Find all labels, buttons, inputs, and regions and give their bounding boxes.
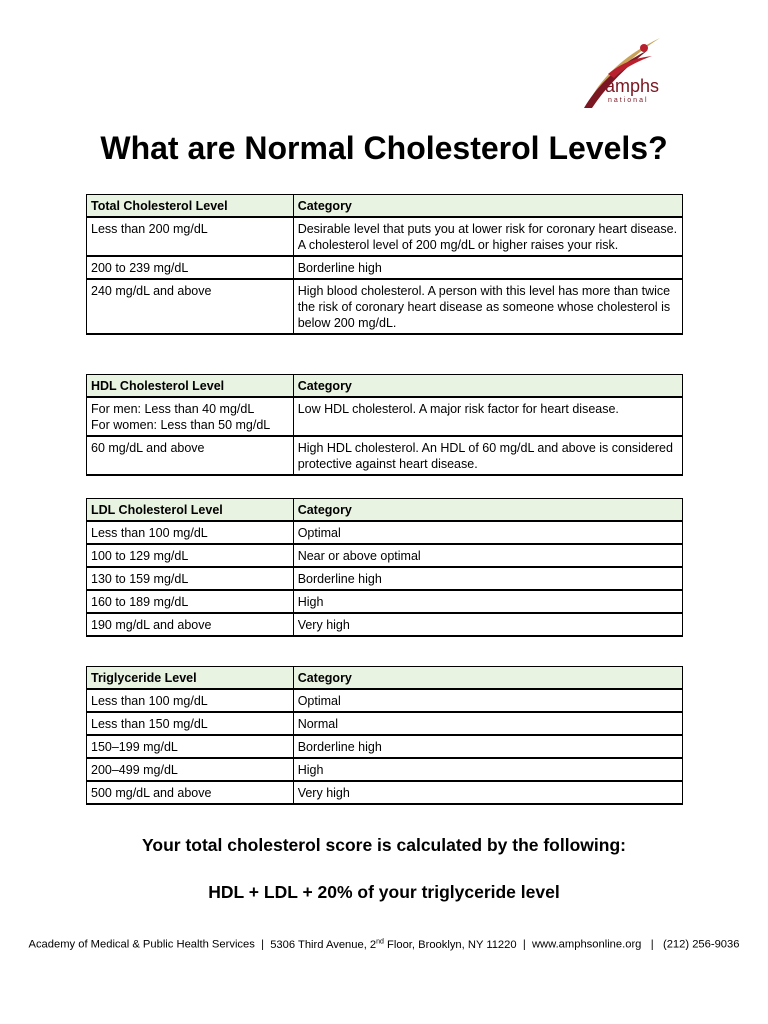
footer-org: Academy of Medical & Public Health Services (28, 938, 255, 951)
level-cell: 100 to 129 mg/dL (87, 544, 294, 567)
category-cell: Borderline high (293, 256, 682, 279)
table-row (87, 436, 683, 475)
table-row (87, 590, 683, 613)
column-header-category: Category (293, 375, 682, 398)
table-row (87, 712, 683, 735)
table-row (87, 397, 683, 436)
amphs-logo-mark (578, 34, 678, 120)
level-cell: 60 mg/dL and above (87, 436, 294, 475)
category-cell: High blood cholesterol. A person with this level has more than twice the risk of coronary heart disease as someone whose cholesterol is below 200 mg/dL. (293, 279, 682, 334)
formula-heading: Your total cholesterol score is calculated by the following: (142, 835, 626, 855)
footer-website[interactable]: www.amphsonline.org (531, 938, 642, 951)
triglyceride-table (86, 666, 683, 805)
category-cell: Very high (293, 613, 682, 636)
level-cell: 200 to 239 mg/dL (87, 256, 294, 279)
table-row (87, 781, 683, 804)
category-cell: Optimal (293, 689, 682, 712)
level-cell: Less than 100 mg/dL (87, 521, 294, 544)
category-cell: Near or above optimal (293, 544, 682, 567)
category-cell: Optimal (293, 521, 682, 544)
column-header-level: HDL Cholesterol Level (87, 375, 294, 398)
level-cell: Less than 150 mg/dL (87, 712, 294, 735)
footer-separator: | (261, 938, 264, 951)
logo-brand-text: amphs (605, 76, 660, 96)
table-row (87, 217, 683, 256)
level-cell: 130 to 159 mg/dL (87, 567, 294, 590)
level-cell: 190 mg/dL and above (87, 613, 294, 636)
table-row (87, 613, 683, 636)
level-cell: 160 to 189 mg/dL (87, 590, 294, 613)
table-row (87, 567, 683, 590)
table-row (87, 279, 683, 334)
column-header-category: Category (293, 667, 682, 690)
table-row (87, 689, 683, 712)
level-cell: 150–199 mg/dL (87, 735, 294, 758)
page-footer (0, 938, 768, 951)
logo-brand-subtext: national (608, 97, 649, 104)
hdl-cholesterol-table (86, 374, 683, 476)
category-cell: High (293, 590, 682, 613)
category-cell: Normal (293, 712, 682, 735)
column-header-level: Total Cholesterol Level (87, 195, 294, 218)
level-cell (87, 397, 294, 436)
formula-text: HDL + LDL + 20% of your triglyceride level (208, 882, 560, 902)
column-header-level: LDL Cholesterol Level (87, 499, 294, 522)
footer-separator: | (522, 938, 526, 951)
footer-address-post: Floor, Brooklyn, NY 11220 (383, 938, 517, 951)
level-cell: Less than 200 mg/dL (87, 217, 294, 256)
footer-phone: (212) 256-9036 (662, 938, 740, 951)
level-cell: 500 mg/dL and above (87, 781, 294, 804)
category-cell: Desirable level that puts you at lower risk for coronary heart disease. A cholesterol level of 200 mg/dL or higher raises your risk. (293, 217, 682, 256)
category-cell: Low HDL cholesterol. A major risk factor for heart disease. (293, 397, 682, 436)
table-header-row (87, 499, 683, 522)
table-row (87, 758, 683, 781)
table-header-row (87, 667, 683, 690)
column-header-category: Category (293, 195, 682, 218)
table-row (87, 521, 683, 544)
page-title: What are Normal Cholesterol Levels? (100, 130, 668, 166)
footer-address-pre: 5306 Third Avenue, 2 (270, 938, 377, 951)
column-header-level: Triglyceride Level (87, 667, 294, 690)
footer-address (270, 939, 516, 951)
ldl-cholesterol-table (86, 498, 683, 637)
table-row (87, 735, 683, 758)
logo-figure-head (640, 44, 648, 52)
table-header-row (87, 375, 683, 398)
category-cell: Borderline high (293, 567, 682, 590)
footer-address-sup: nd (376, 938, 384, 945)
level-cell: 200–499 mg/dL (87, 758, 294, 781)
table-row (87, 544, 683, 567)
level-cell: Less than 100 mg/dL (87, 689, 294, 712)
table-row (87, 256, 683, 279)
level-women: For women: Less than 50 mg/dL (91, 418, 271, 432)
category-cell: Very high (293, 781, 682, 804)
category-cell: High HDL cholesterol. An HDL of 60 mg/dL and above is considered protective against heart disease. (293, 436, 682, 475)
category-cell: High (293, 758, 682, 781)
total-cholesterol-table (86, 194, 683, 335)
table-header-row (87, 195, 683, 218)
category-cell: Borderline high (293, 735, 682, 758)
amphs-logo (578, 34, 678, 120)
level-men: For men: Less than 40 mg/dL (91, 402, 255, 416)
footer-separator: | (650, 938, 654, 951)
level-cell: 240 mg/dL and above (87, 279, 294, 334)
column-header-category: Category (293, 499, 682, 522)
